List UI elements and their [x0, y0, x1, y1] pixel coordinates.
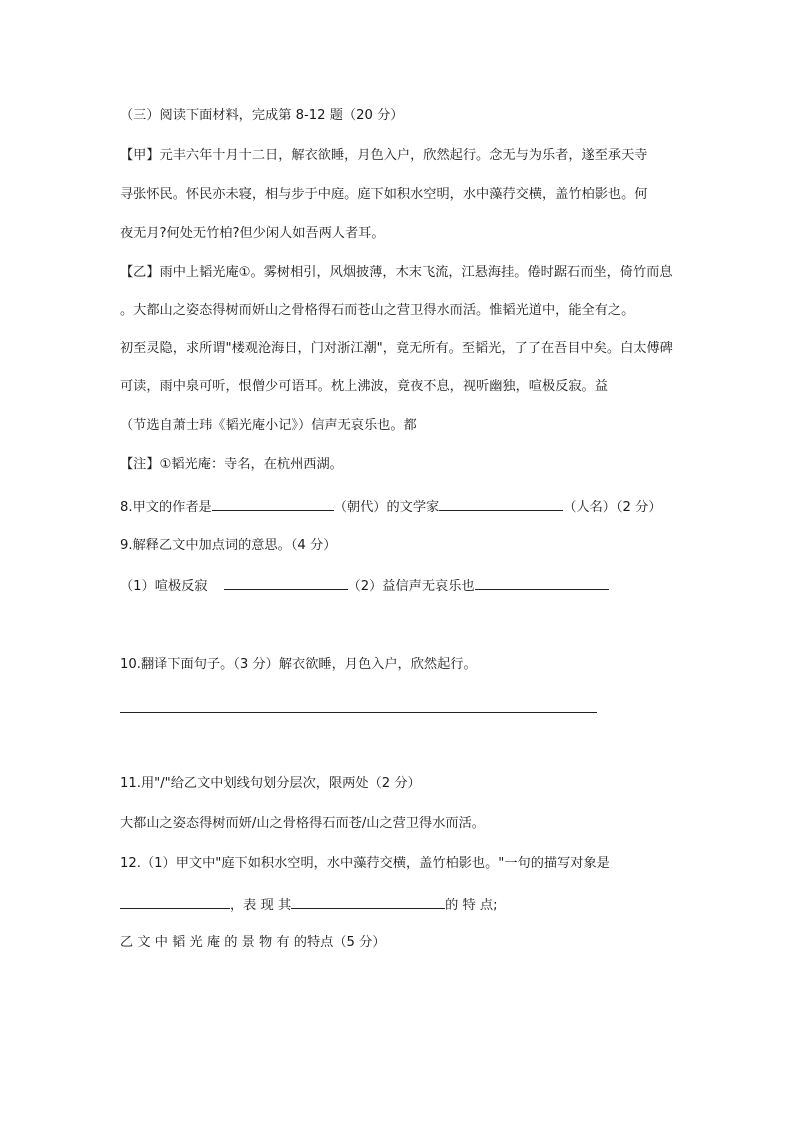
- question-8-prefix: 8.甲文的作者是: [120, 500, 212, 515]
- passage-yi-line: 可读，雨中泉可听，恨僧少可语耳。枕上沸波，竟夜不息，视听幽独，喧极反寂。益: [120, 379, 608, 394]
- question-9-items: [120, 576, 609, 596]
- question-12-blanks: [120, 895, 498, 915]
- question-9-item-1: （1）喧极反寂: [120, 579, 208, 594]
- question-8: [120, 497, 662, 517]
- footnote: 【注】①韬光庵：寺名，在杭州西湖。: [120, 457, 343, 472]
- passage-yi-line: 【乙】雨中上韬光庵①。雾树相引，风烟披薄，木末飞流，江悬海挂。倦时踞石而坐，倚竹而息: [120, 265, 673, 280]
- question-12-suffix: 的 特 点;: [445, 898, 498, 913]
- answer-blank-1[interactable]: [224, 576, 348, 590]
- dynasty-blank[interactable]: [212, 497, 334, 511]
- passage-yi-source-line: （节选自萧士玮《韬光庵小记》）信声无哀乐也。都: [120, 418, 417, 433]
- question-12: 12.（1）甲文中"庭下如积水空明，水中藻荇交横，盖竹柏影也。"一句的描写对象是: [120, 856, 610, 871]
- passage-jia-line: 夜无月?何处无竹柏?但少闲人如吾两人者耳。: [120, 226, 385, 241]
- question-11: 11.用"/"给乙文中划线句划分层次，限两处（2 分）: [120, 776, 421, 791]
- passage-jia-line: 寻张怀民。怀民亦未寝，相与步于中庭。庭下如积水空明，水中藻荇交横，盖竹柏影也。何: [120, 187, 648, 202]
- question-12-mid: ，表 现 其: [230, 898, 292, 913]
- feature-blank[interactable]: [291, 895, 445, 909]
- question-10: 10.翻译下面句子。（3 分）解衣欲睡，月色入户，欣然起行。: [120, 657, 477, 672]
- passage-jia-line: 【甲】元丰六年十月十二日，解衣欲睡，月色入户，欣然起行。念无与为乐者，遂至承天寺: [120, 148, 648, 163]
- author-name-blank[interactable]: [439, 497, 563, 511]
- passage-yi-line: 初至灵隐，求所谓"楼观沧海日，门对浙江潮"，竟无所有。至韬光，了了在吾目中矣。白太傅碑: [120, 341, 673, 356]
- question-9-item-2: （2）益信声无哀乐也: [347, 579, 475, 594]
- answer-blank-2[interactable]: [475, 576, 609, 590]
- description-object-blank[interactable]: [120, 895, 230, 909]
- question-9: 9.解释乙文中加点词的意思。（4 分）: [120, 538, 337, 553]
- question-8-suffix: （人名）（2 分）: [563, 500, 662, 515]
- question-11-sentence: 大都山之姿态得树而妍/山之骨格得石而苍/山之营卫得水而活。: [120, 816, 485, 831]
- question-12-part-2: 乙 文 中 韬 光 庵 的 景 物 有 的特点（5 分）: [120, 935, 386, 950]
- passage-yi-line: 。大都山之姿态得树而妍山之骨格得石而苍山之营卫得水而活。惟韬光道中，能全有之。: [120, 303, 635, 318]
- question-8-mid: （朝代）的文学家: [333, 500, 440, 515]
- section-heading: （三）阅读下面材料，完成第 8-12 题（20 分）: [120, 108, 404, 123]
- translation-answer-line[interactable]: [120, 712, 597, 713]
